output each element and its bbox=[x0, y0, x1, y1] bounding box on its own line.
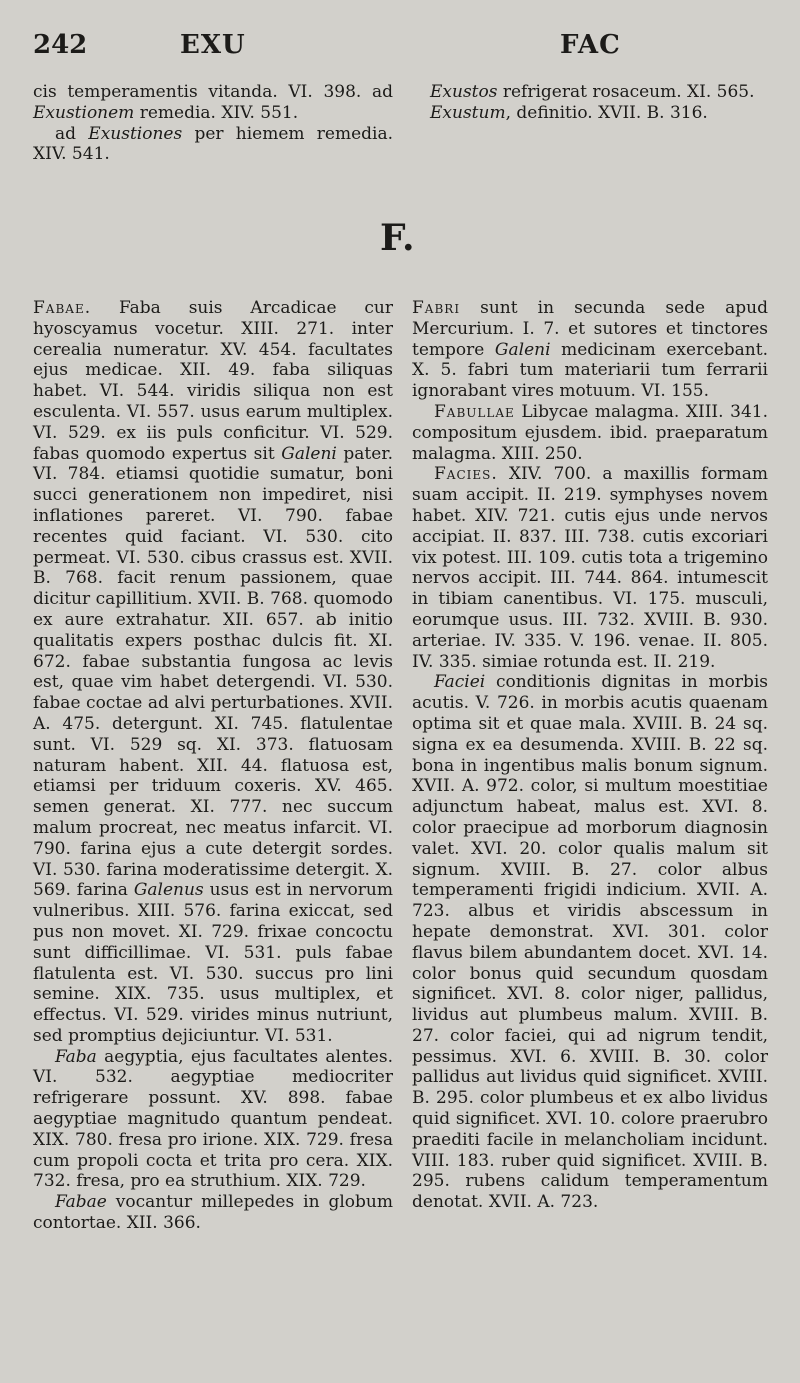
entry-fabullae: Fabullae Libycae malagma. XIII. 341. compositum ejusdem. ibid. praeparatum malagma. XIII. 250. bbox=[412, 401, 768, 464]
top-left-column bbox=[33, 82, 393, 165]
top-right-column bbox=[412, 82, 768, 124]
left-running-head: EXU bbox=[180, 30, 246, 60]
entry: cis temperamentis vitanda. VI. 398. ad Exustionem remedia. XIV. 551. bbox=[33, 82, 393, 123]
page-number: 242 bbox=[33, 30, 88, 60]
left-column bbox=[33, 298, 393, 1234]
right-column bbox=[412, 298, 768, 1213]
entry: Exustos refrigerat rosaceum. XI. 565. bbox=[430, 82, 755, 102]
entry-fabae-millepedes: Fabae vocantur millepedes in globum contortae. XII. 366. bbox=[33, 1192, 393, 1234]
entry-fabri: Fabri sunt in secunda sede apud Mercurium. I. 7. et sutores et tinctores tempore Galeni medicinam exercebant. X. 5. fabri tum materiarii tum ferrarii ignorabant vires motuum. VI. 155. bbox=[412, 298, 768, 402]
entry-fabae: Fabae. Faba suis Arcadicae cur hyoscyamus vocetur. XIII. 271. inter cerealia numeratur. XV. 454. facultates ejus medicae. XII. 49. faba siliquas habet. VI. 544. viridis siliqua non est esculenta. VI. 557. usus earum multiplex. VI. 529. ex iis puls conficitur. VI. 529. fabas quomodo expertus sit Galeni pater. VI. 784. etiamsi quotidie sumatur, boni succi generationem non impediret, nisi inflationes pareret. VI. 790. fabae recentes quid faciant. VI. 530. cito permeat. VI. 530. cibus crassus est. XVII. B. 768. facit renum passionem, quae dicitur capillitium. XVII. B. 768. quomodo ex aure extrahatur. XII. 657. ab initio qualitatis expers posthac dulcis fit. XI. 672. fabae substantia fungosa ac levis est, quae vim habet detergendi. VI. 530. fabae coctae ad alvi perturbationes. XVII. A. 475. detergunt. XI. 745. flatulentae sunt. VI. 529 sq. XI. 373. flatuosam naturam habent. XII. 44. flatuosa est, etiamsi per triduum coxeris. XV. 465. semen generat. XI. 777. nec succum malum procreat, nec meatus infarcit. VI. 790. farina ejus a cute detergit sordes. VI. 530. farina moderatissime detergit. X. 569. farina Galenus usus est in nervorum vulneribus. XIII. 576. farina exiccat, sed pus non movet. XI. 729. frixae concoctu sunt difficillimae. VI. 531. puls fabae flatulenta est. VI. 530. succus pro lini semine. XIX. 735. usus multiplex, et effectus. VI. 529. virides minus nutriunt, sed promptius dejiciuntur. VI. 531. bbox=[33, 298, 393, 1046]
entry-faba-aegyptia: Faba aegyptia, ejus facultates alentes. VI. 532. aegyptiae mediocriter refrigerare possunt. XV. 898. fabae aegyptiae magnitudo quantum pendeat. XIX. 780. fresa pro irione. XIX. 729. fresa cum propoli cocta et trita pro cera. XIX. 732. fresa, pro ea struthium. XIX. 729. bbox=[33, 1046, 393, 1192]
entry-facies: Facies. XIV. 700. a maxillis formam suam accipit. II. 219. symphyses novem habet. XIV. 721. cutis ejus unde nervos accipiat. II. 837. III. 738. cutis excoriari vix potest. III. 109. cutis tota a trigemino nervos accipit. III. 744. 864. intumescit in tibiam canentibus. VI. 175. musculi, eorumque usus. III. 732. XVIII. B. 930. arteriae. IV. 335. V. 196. venae. II. 805. IV. 335. simiae rotunda est. II. 219. bbox=[412, 464, 768, 672]
entry: Exustum, definitio. XVII. B. 316. bbox=[430, 102, 708, 123]
entry-faciei: Faciei conditionis dignitas in morbis acutis. V. 726. in morbis acutis quaenam optima sit et quae mala. XVIII. B. 24 sq. signa ex ea desumenda. XVIII. B. 22 sq. bona in ingentibus malis bonum signum. XVII. A. 972. color, si multum moestitiae adjunctum habeat, malus est. XVI. 8. color praecipue ad morborum diagnosin valet. XVI. 20. color qualis malum sit signum. XVIII. B. 27. color albus temperamenti frigidi indicium. XVII. A. 723. albus et viridis abscessum in hepate demonstrat. XVI. 301. color flavus bilem abundantem docet. XVI. 14. color bonus quid secundum quosdam significet. XVI. 8. color niger, pallidus, lividus aut plumbeus malum. XVIII. B. 27. color faciei, qui ad nigrum tendit, pessimus. XVI. 6. XVIII. B. 30. color pallidus aut lividus quid significet. XVIII. B. 295. color plumbeus et ex albo lividus quid significet. XVI. 10. colore praerubro praediti facile in melancholiam incidunt. VIII. 183. ruber quid significet. XVIII. B. 295. rubens calidum temperamentum denotat. XVII. A. 723. bbox=[412, 672, 768, 1213]
entry: ad Exustiones per hiemem remedia. XIV. 541. bbox=[33, 123, 393, 165]
section-letter: F. bbox=[380, 217, 415, 259]
right-running-head: FAC bbox=[560, 30, 621, 60]
